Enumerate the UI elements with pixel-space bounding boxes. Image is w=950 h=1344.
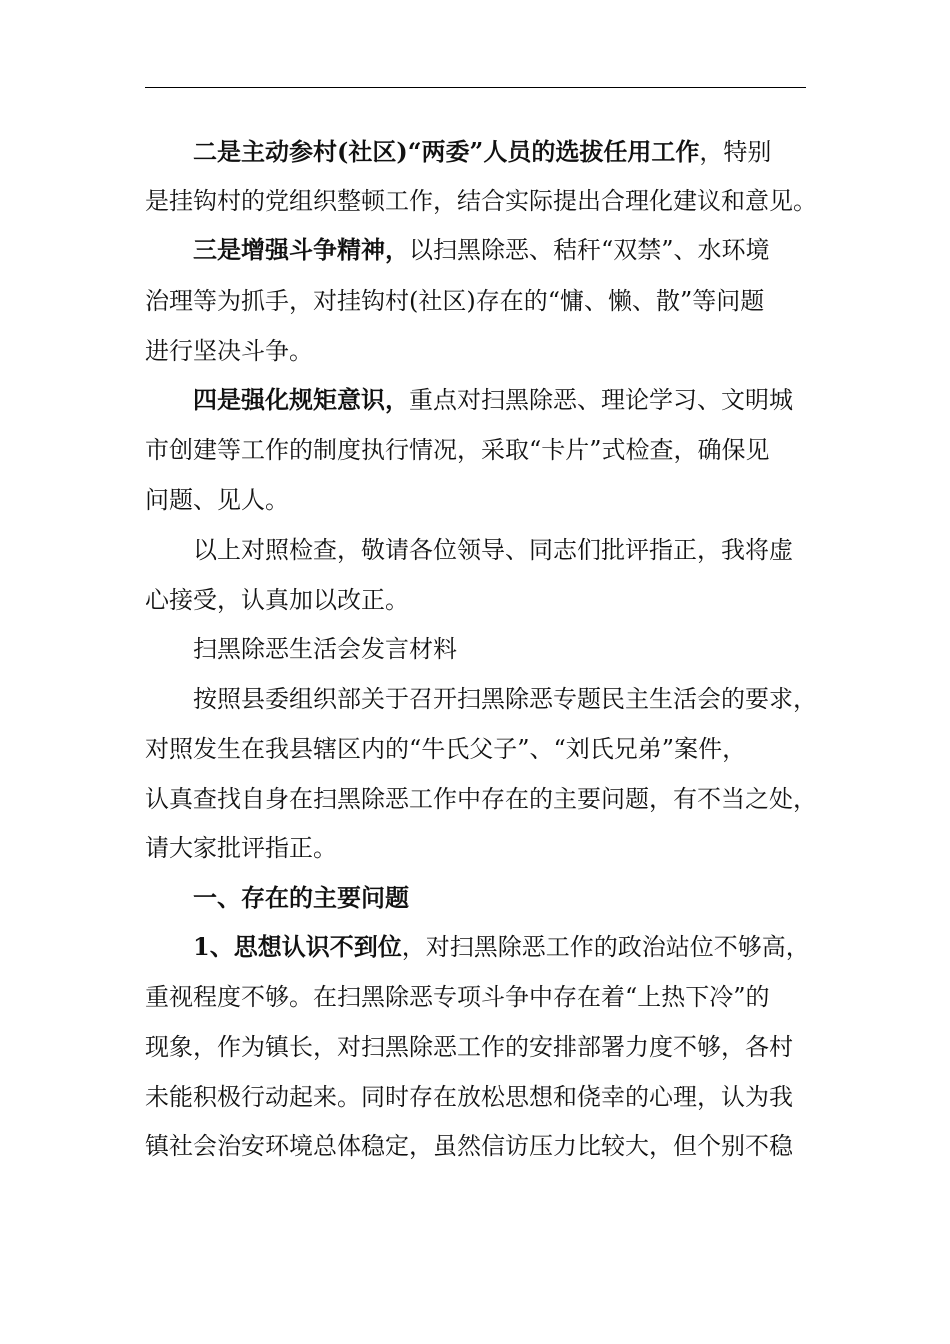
text-line: 以上对照检查，敬请各位领导、同志们批评指正，我将虚 <box>193 536 793 564</box>
text-line: 按照县委组织部关于召开扫黑除恶专题民主生活会的要求， <box>193 685 817 713</box>
text-line: 进行坚决斗争。 <box>145 337 313 365</box>
text-line: 未能积极行动起来。同时存在放松思想和侥幸的心理，认为我 <box>145 1083 793 1111</box>
text-line: 二是主动参村(社区)“两委”人员的选拔任用工作，特别 <box>193 137 772 166</box>
text-line: 请大家批评指正。 <box>145 834 337 862</box>
text-line: 治理等为抓手，对挂钩村(社区)存在的“慵、懒、散”等问题 <box>145 287 765 315</box>
heading: 一、存在的主要问题 <box>193 883 409 912</box>
header-rule <box>145 87 806 88</box>
text-line: 对照发生在我县辖区内的“牛氏父子”、“刘氏兄弟”案件， <box>145 735 747 763</box>
text-line: 1、思想认识不到位，对扫黑除恶工作的政治站位不够高， <box>193 932 810 961</box>
text-line: 市创建等工作的制度执行情况，采取“卡片”式检查，确保见 <box>145 436 770 464</box>
text-line: 三是增强斗争精神，以扫黑除恶、秸秆“双禁”、水环境 <box>193 235 770 264</box>
text-line: 认真查找自身在扫黑除恶工作中存在的主要问题，有不当之处， <box>145 785 817 813</box>
text-line: 四是强化规矩意识，重点对扫黑除恶、理论学习、文明城 <box>193 385 793 414</box>
section-title: 扫黑除恶生活会发言材料 <box>193 635 457 663</box>
text-line: 心接受，认真加以改正。 <box>145 586 409 614</box>
text-line: 重视程度不够。在扫黑除恶专项斗争中存在着“上热下冷”的 <box>145 983 770 1011</box>
text-line: 是挂钩村的党组织整顿工作，结合实际提出合理化建议和意见。 <box>145 187 817 215</box>
text-line: 现象，作为镇长，对扫黑除恶工作的安排部署力度不够，各村 <box>145 1033 793 1061</box>
text-line: 问题、见人。 <box>145 486 289 514</box>
text-line: 镇社会治安环境总体稳定，虽然信访压力比较大，但个别不稳 <box>145 1132 793 1160</box>
